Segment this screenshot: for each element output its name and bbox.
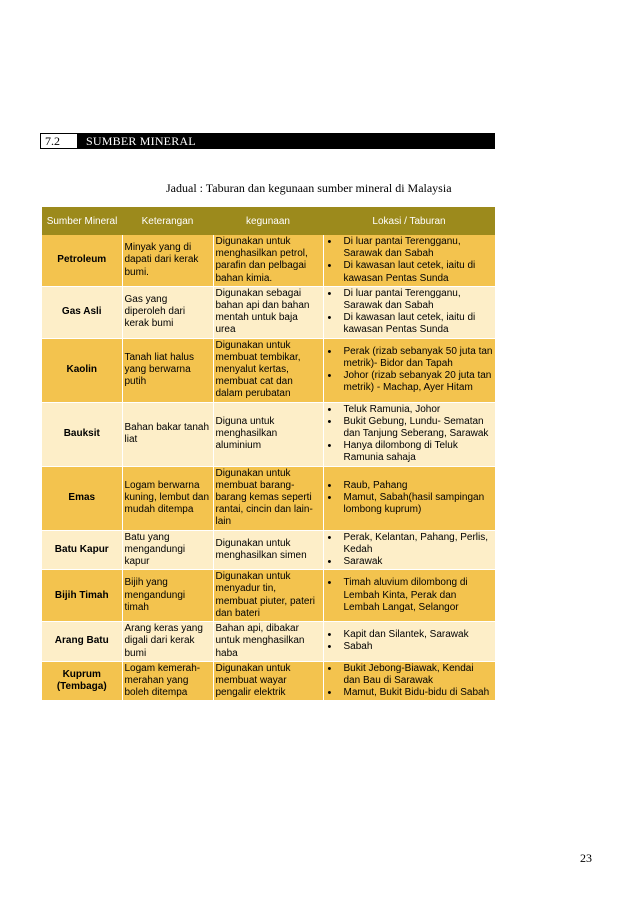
cell-keterangan: Arang keras yang digali dari kerak bumi xyxy=(122,622,213,662)
cell-mineral: Bauksit xyxy=(42,402,122,466)
cell-keterangan: Logam kemerah-merahan yang boleh ditempa xyxy=(122,661,213,701)
lokasi-item: • Di luar pantai Terengganu, Sarawak dan Sabah xyxy=(326,236,493,260)
table-row xyxy=(42,661,495,701)
cell-mineral: Bijih Timah xyxy=(42,570,122,622)
lokasi-item: • Perak, Kelantan, Pahang, Perlis, Kedah xyxy=(326,532,493,556)
table-row xyxy=(42,570,495,622)
lokasi-list xyxy=(326,532,493,569)
table-row xyxy=(42,622,495,662)
lokasi-item: • Di luar pantai Terengganu, Sarawak dan Sabah xyxy=(326,288,493,312)
lokasi-list xyxy=(326,480,493,517)
cell-lokasi xyxy=(323,622,495,662)
table-caption: Jadual : Taburan dan kegunaan sumber mineral di Malaysia xyxy=(166,181,452,195)
cell-lokasi xyxy=(323,466,495,530)
cell-kegunaan: Digunakan untuk membuat wayar pengalir elektrik xyxy=(213,661,323,701)
header-sumber-mineral: Sumber Mineral xyxy=(42,207,122,235)
cell-lokasi xyxy=(323,402,495,466)
lokasi-item: • Sabah xyxy=(326,641,493,653)
lokasi-list xyxy=(326,663,493,700)
lokasi-item: • Teluk Ramunia, Johor xyxy=(326,404,493,416)
header-kegunaan: kegunaan xyxy=(213,207,323,235)
cell-kegunaan: Digunakan untuk menghasilkan petrol, parafin dan pelbagai bahan kimia. xyxy=(213,235,323,286)
cell-keterangan: Bahan bakar tanah liat xyxy=(122,402,213,466)
header-lokasi: Lokasi / Taburan xyxy=(323,207,495,235)
cell-kegunaan: Digunakan untuk membuat barang-barang kemas seperti rantai, cincin dan lain-lain xyxy=(213,466,323,530)
table-row xyxy=(42,530,495,570)
lokasi-item: • Kapit dan Silantek, Sarawak xyxy=(326,629,493,641)
cell-keterangan: Tanah liat halus yang berwarna putih xyxy=(122,338,213,402)
lokasi-list xyxy=(326,577,493,614)
header-keterangan: Keterangan xyxy=(122,207,213,235)
cell-keterangan: Gas yang diperoleh dari kerak bumi xyxy=(122,286,213,338)
lokasi-item: • Johor (rizab sebanyak 20 juta tan metrik) - Machap, Ayer Hitam xyxy=(326,370,493,394)
cell-mineral: Kuprum (Tembaga) xyxy=(42,661,122,701)
cell-mineral: Arang Batu xyxy=(42,622,122,662)
table-header-row xyxy=(42,207,495,235)
cell-mineral: Petroleum xyxy=(42,235,122,286)
cell-mineral: Batu Kapur xyxy=(42,530,122,570)
cell-lokasi xyxy=(323,661,495,701)
table-row xyxy=(42,286,495,338)
lokasi-list xyxy=(326,629,493,653)
lokasi-item: • Perak (rizab sebanyak 50 juta tan metrik)- Bidor dan Tapah xyxy=(326,346,493,370)
table-row xyxy=(42,402,495,466)
cell-lokasi xyxy=(323,570,495,622)
cell-keterangan: Logam berwarna kuning, lembut dan mudah ditempa xyxy=(122,466,213,530)
table-row xyxy=(42,338,495,402)
lokasi-item: • Raub, Pahang xyxy=(326,480,493,492)
lokasi-list xyxy=(326,288,493,337)
section-title: SUMBER MINERAL xyxy=(78,134,494,148)
section-heading-bar xyxy=(40,133,495,149)
cell-lokasi xyxy=(323,235,495,286)
table-row xyxy=(42,235,495,286)
lokasi-item: • Bukit Jebong-Biawak, Kendai dan Bau di Sarawak xyxy=(326,663,493,687)
cell-kegunaan: Diguna untuk menghasilkan aluminium xyxy=(213,402,323,466)
lokasi-item: • Di kawasan laut cetek, iaitu di kawasan Pentas Sunda xyxy=(326,260,493,284)
cell-kegunaan: Digunakan sebagai bahan api dan bahan mentah untuk baja urea xyxy=(213,286,323,338)
lokasi-item: • Mamut, Bukit Bidu-bidu di Sabah xyxy=(326,687,493,699)
lokasi-item: • Sarawak xyxy=(326,556,493,568)
lokasi-list xyxy=(326,346,493,395)
cell-kegunaan: Digunakan untuk membuat tembikar, menyalut kertas, membuat cat dan dalam perubatan xyxy=(213,338,323,402)
lokasi-list xyxy=(326,404,493,465)
lokasi-item: • Hanya dilombong di Teluk Ramunia sahaja xyxy=(326,440,493,464)
cell-lokasi xyxy=(323,530,495,570)
cell-mineral: Kaolin xyxy=(42,338,122,402)
cell-keterangan: Minyak yang di dapati dari kerak bumi. xyxy=(122,235,213,286)
lokasi-item: • Timah aluvium dilombong di Lembah Kinta, Perak dan Lembah Langat, Selangor xyxy=(326,577,493,614)
section-number: 7.2 xyxy=(41,134,78,148)
cell-mineral: Gas Asli xyxy=(42,286,122,338)
cell-lokasi xyxy=(323,338,495,402)
cell-kegunaan: Digunakan untuk menyadur tin, membuat piuter, pateri dan bateri xyxy=(213,570,323,622)
table-body xyxy=(42,235,495,701)
cell-kegunaan: Bahan api, dibakar untuk menghasilkan haba xyxy=(213,622,323,662)
cell-kegunaan: Digunakan untuk menghasilkan simen xyxy=(213,530,323,570)
lokasi-list xyxy=(326,236,493,285)
cell-keterangan: Bijih yang mengandungi timah xyxy=(122,570,213,622)
lokasi-item: • Mamut, Sabah(hasil sampingan lombong kuprum) xyxy=(326,492,493,516)
table-row xyxy=(42,466,495,530)
lokasi-item: • Di kawasan laut cetek, iaitu di kawasan Pentas Sunda xyxy=(326,312,493,336)
lokasi-item: • Bukit Gebung, Lundu- Sematan dan Tanjung Seberang, Sarawak xyxy=(326,416,493,440)
mineral-table xyxy=(42,207,496,701)
page-number: 23 xyxy=(580,851,592,865)
cell-keterangan: Batu yang mengandungi kapur xyxy=(122,530,213,570)
cell-lokasi xyxy=(323,286,495,338)
cell-mineral: Emas xyxy=(42,466,122,530)
